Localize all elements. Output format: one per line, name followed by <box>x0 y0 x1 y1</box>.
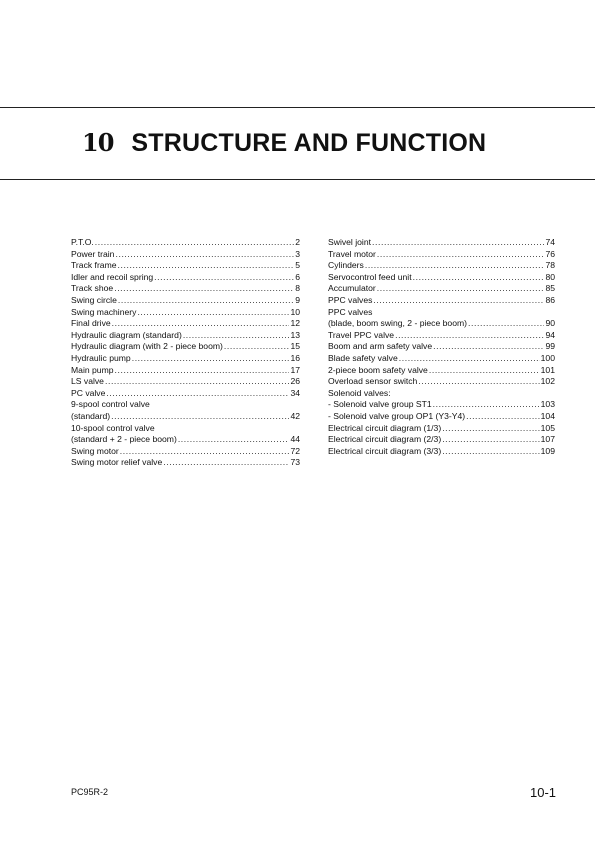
toc-leader-dots <box>118 295 294 307</box>
toc-entry-label: Swing machinery <box>71 306 137 317</box>
toc-entry[interactable] <box>328 330 555 342</box>
toc-entry-page: 86 <box>545 294 555 305</box>
toc-entry-page: 12 <box>290 318 300 329</box>
toc-entry-label: Accumulator <box>328 283 376 294</box>
toc-leader-dots <box>105 376 289 388</box>
toc-entry-label: Electrical circuit diagram (3/3) <box>328 445 442 456</box>
toc-entry[interactable] <box>71 295 300 307</box>
toc-leader-dots <box>118 260 295 272</box>
toc-entry[interactable] <box>71 399 300 422</box>
toc-entry[interactable] <box>71 283 300 295</box>
toc-entry[interactable] <box>71 457 300 469</box>
toc-entry-page: 90 <box>545 318 555 329</box>
toc-entry-label: Blade safety valve <box>328 352 398 363</box>
toc-leader-dots <box>224 341 290 353</box>
toc-leader-dots <box>183 330 290 342</box>
toc-entry-label: Hydraulic diagram (with 2 - piece boom) <box>71 341 223 352</box>
chapter-heading <box>82 128 486 158</box>
footer-page-number: 10-1 <box>530 785 557 800</box>
toc-entry-page: 34 <box>290 387 300 398</box>
toc-right-column <box>328 237 555 457</box>
toc-entry[interactable] <box>71 341 300 353</box>
toc-entry-label: Hydraulic diagram (standard) <box>71 329 182 340</box>
toc-entry[interactable] <box>71 307 300 319</box>
toc-entry[interactable] <box>71 272 300 284</box>
toc-leader-dots <box>120 446 290 458</box>
toc-entry-label: Swing circle <box>71 294 117 305</box>
toc-leader-dots <box>377 249 545 261</box>
toc-leader-dots <box>163 457 289 469</box>
toc-entry[interactable] <box>328 307 555 330</box>
toc-leader-dots <box>106 388 289 400</box>
toc-entry-page: 2 <box>295 237 300 247</box>
toc-entry-page: 76 <box>545 248 555 259</box>
toc-entry-page: 73 <box>290 457 300 468</box>
toc-entry-label: - Solenoid valve group OP1 (Y3-Y4) <box>328 410 466 421</box>
toc-leader-dots <box>365 260 545 272</box>
toc-leader-dots <box>373 295 544 307</box>
toc-leader-dots <box>115 249 294 261</box>
toc-leader-dots <box>468 318 544 330</box>
toc-left-column <box>71 237 300 469</box>
toc-entry[interactable] <box>71 318 300 330</box>
toc-entry[interactable] <box>71 353 300 365</box>
toc-entry[interactable] <box>71 446 300 458</box>
toc-leader-dots <box>429 365 540 377</box>
toc-entry-label: P.T.O. <box>71 237 94 247</box>
toc-leader-dots <box>154 272 294 284</box>
toc-entry-label: Electrical circuit diagram (2/3) <box>328 434 442 445</box>
toc-entry[interactable] <box>328 399 555 411</box>
toc-entry[interactable] <box>71 365 300 377</box>
toc-entry-label: Cylinders <box>328 260 364 271</box>
toc-entry[interactable] <box>71 249 300 261</box>
toc-entry-page: 3 <box>295 248 300 259</box>
toc-entry[interactable] <box>71 237 300 249</box>
toc-entry[interactable] <box>328 237 555 249</box>
toc-entry-page: 10 <box>290 306 300 317</box>
toc-entry[interactable] <box>328 446 555 458</box>
toc-entry-label: LS valve <box>71 376 104 387</box>
toc-entry[interactable] <box>328 411 555 423</box>
toc-leader-dots <box>377 283 545 295</box>
toc-entry-label: - Solenoid valve group ST1 <box>328 399 432 410</box>
toc-entry-label: Main pump <box>71 364 114 375</box>
toc-entry-label: Hydraulic pump <box>71 352 131 363</box>
toc-entry-page: 105 <box>540 422 555 433</box>
toc-entry[interactable] <box>328 295 555 307</box>
toc-entry-label: Final drive <box>71 318 111 329</box>
toc-leader-dots <box>137 307 289 319</box>
toc-leader-dots <box>433 399 540 411</box>
toc-leader-dots <box>115 365 290 377</box>
toc-entry-label: Swing motor <box>71 445 119 456</box>
toc-entry-page: 42 <box>290 410 300 421</box>
chapter-number: 10 <box>82 128 114 157</box>
toc-heading: Solenoid valves: <box>328 387 391 398</box>
toc-leader-dots <box>442 446 539 458</box>
toc-entry[interactable] <box>328 341 555 353</box>
toc-entry-page: 104 <box>540 410 555 421</box>
toc-entry-label: Boom and arm safety valve <box>328 341 433 352</box>
toc-entry-label: Electrical circuit diagram (1/3) <box>328 422 442 433</box>
toc-entry-page: 16 <box>290 352 300 363</box>
toc-entry-page: 9 <box>295 294 300 305</box>
toc-entry-title: 9-spool control valve <box>71 399 150 410</box>
toc-entry[interactable] <box>71 376 300 388</box>
header-rule-bottom <box>0 179 595 180</box>
toc-entry-label: Servocontrol feed unit <box>328 271 412 282</box>
toc-entry-page: 101 <box>540 364 555 375</box>
toc-leader-dots <box>372 237 544 249</box>
toc-entry[interactable] <box>71 423 300 446</box>
toc-leader-dots <box>95 237 294 249</box>
chapter-title: STRUCTURE AND FUNCTION <box>131 129 487 157</box>
toc-entry-page: 26 <box>290 376 300 387</box>
toc-entry[interactable] <box>71 260 300 272</box>
toc-leader-dots <box>413 272 545 284</box>
toc-entry-page: 100 <box>540 352 555 363</box>
toc-leader-dots <box>114 283 294 295</box>
toc-entry[interactable] <box>328 376 555 388</box>
toc-entry-page: 5 <box>295 260 300 271</box>
toc-entry-page: 8 <box>295 283 300 294</box>
toc-entry[interactable] <box>328 260 555 272</box>
toc-entry-label: Track shoe <box>71 283 114 294</box>
toc-entry[interactable] <box>328 283 555 295</box>
toc-leader-dots <box>111 411 289 423</box>
toc-entry-page: 74 <box>545 237 555 247</box>
toc-leader-dots <box>399 353 540 365</box>
toc-entry[interactable] <box>328 249 555 261</box>
toc-entry-page: 109 <box>540 445 555 456</box>
toc-entry-title: PPC valves <box>328 306 373 317</box>
toc-entry-label: PPC valves <box>328 294 373 305</box>
toc-entry[interactable] <box>71 330 300 342</box>
toc-entry-page: 17 <box>290 364 300 375</box>
toc-entry-label: (standard + 2 - piece boom) <box>71 434 177 445</box>
toc-entry-page: 44 <box>290 434 300 445</box>
footer-model: PC95R-2 <box>71 787 109 797</box>
toc-entry-label: (standard) <box>71 410 111 421</box>
toc-leader-dots <box>112 318 290 330</box>
toc-entry-label: Travel motor <box>328 248 376 259</box>
toc-leader-dots <box>178 434 290 446</box>
toc-entry-label: PC valve <box>71 387 106 398</box>
toc-entry-label: Power train <box>71 248 115 259</box>
toc-entry-label: Track frame <box>71 260 117 271</box>
toc-entry[interactable] <box>71 388 300 400</box>
toc-entry-label: Swivel joint <box>328 237 371 247</box>
toc-entry-page: 15 <box>290 341 300 352</box>
toc-entry-page: 102 <box>540 376 555 387</box>
toc-entry-page: 94 <box>545 329 555 340</box>
toc-entry-label: Travel PPC valve <box>328 329 395 340</box>
toc-entry-page: 72 <box>290 445 300 456</box>
toc-entry-page: 103 <box>540 399 555 410</box>
header-rule-top <box>0 107 595 108</box>
toc-leader-dots <box>466 411 540 423</box>
toc-entry[interactable] <box>328 353 555 365</box>
toc-entry-label: (blade, boom swing, 2 - piece boom) <box>328 318 468 329</box>
toc-entry-page: 107 <box>540 434 555 445</box>
toc-leader-dots <box>442 423 539 435</box>
toc-entry[interactable] <box>328 434 555 446</box>
toc-leader-dots <box>395 330 544 342</box>
toc-entry-label: Swing motor relief valve <box>71 457 163 468</box>
toc-entry-page: 99 <box>545 341 555 352</box>
toc-entry-label: Idler and recoil spring <box>71 271 154 282</box>
toc-entry[interactable] <box>328 423 555 435</box>
toc-entry-page: 13 <box>290 329 300 340</box>
toc-entry[interactable] <box>328 365 555 377</box>
toc-entry-title: 10-spool control valve <box>71 422 155 433</box>
toc-leader-dots <box>442 434 539 446</box>
toc-leader-dots <box>433 341 544 353</box>
toc-entry[interactable] <box>328 272 555 284</box>
toc-entry-page: 80 <box>545 271 555 282</box>
toc-leader-dots <box>132 353 290 365</box>
toc-entry-label: 2-piece boom safety valve <box>328 364 428 375</box>
toc-leader-dots <box>418 376 539 388</box>
toc-entry-page: 85 <box>545 283 555 294</box>
toc-entry-page: 78 <box>545 260 555 271</box>
toc-entry-page: 6 <box>295 271 300 282</box>
toc-entry-label: Overload sensor switch <box>328 376 418 387</box>
